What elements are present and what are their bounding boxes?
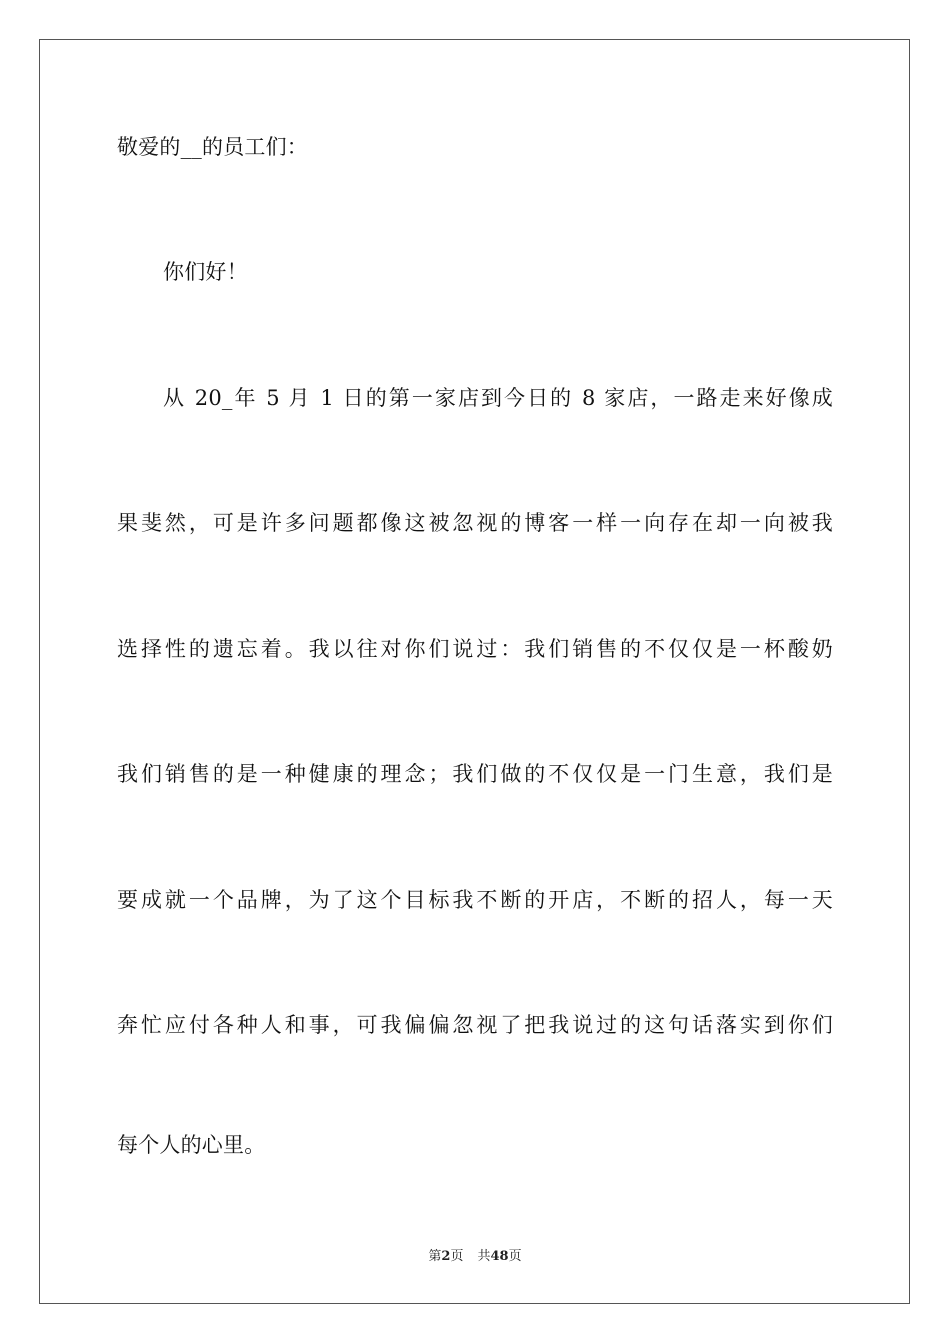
paragraph-line-4: 我们销售的是一种健康的理念；我们做的不仅仅是一门生意，我们是 bbox=[117, 762, 833, 786]
salutation: 敬爱的__的员工们： bbox=[117, 135, 308, 159]
page-frame bbox=[39, 39, 910, 1304]
greeting: 你们好！ bbox=[163, 260, 248, 284]
paragraph-line-1: 从 20_年 5 月 1 日的第一家店到今日的 8 家店，一路走来好像成 bbox=[163, 386, 833, 410]
total-prefix: 共 bbox=[477, 1249, 491, 1264]
paragraph-line-5: 要成就一个品牌，为了这个目标我不断的开店，不断的招人，每一天 bbox=[117, 888, 833, 912]
page-number: 2 bbox=[441, 1249, 451, 1264]
paragraph-line-7: 每个人的心里。 bbox=[117, 1133, 266, 1157]
total-suffix: 页 bbox=[508, 1249, 522, 1264]
page-footer bbox=[0, 1248, 950, 1266]
paragraph-line-2: 果斐然，可是许多问题都像这被忽视的博客一样一向存在却一向被我 bbox=[117, 511, 833, 535]
paragraph-line-6: 奔忙应付各种人和事，可我偏偏忽视了把我说过的这句话落实到你们 bbox=[117, 1013, 833, 1037]
total-pages: 48 bbox=[490, 1249, 509, 1264]
page-suffix: 页 bbox=[450, 1249, 464, 1264]
paragraph-line-3: 选择性的遗忘着。我以往对你们说过：我们销售的不仅仅是一杯酸奶 bbox=[117, 637, 833, 661]
page-prefix: 第 bbox=[428, 1249, 442, 1264]
